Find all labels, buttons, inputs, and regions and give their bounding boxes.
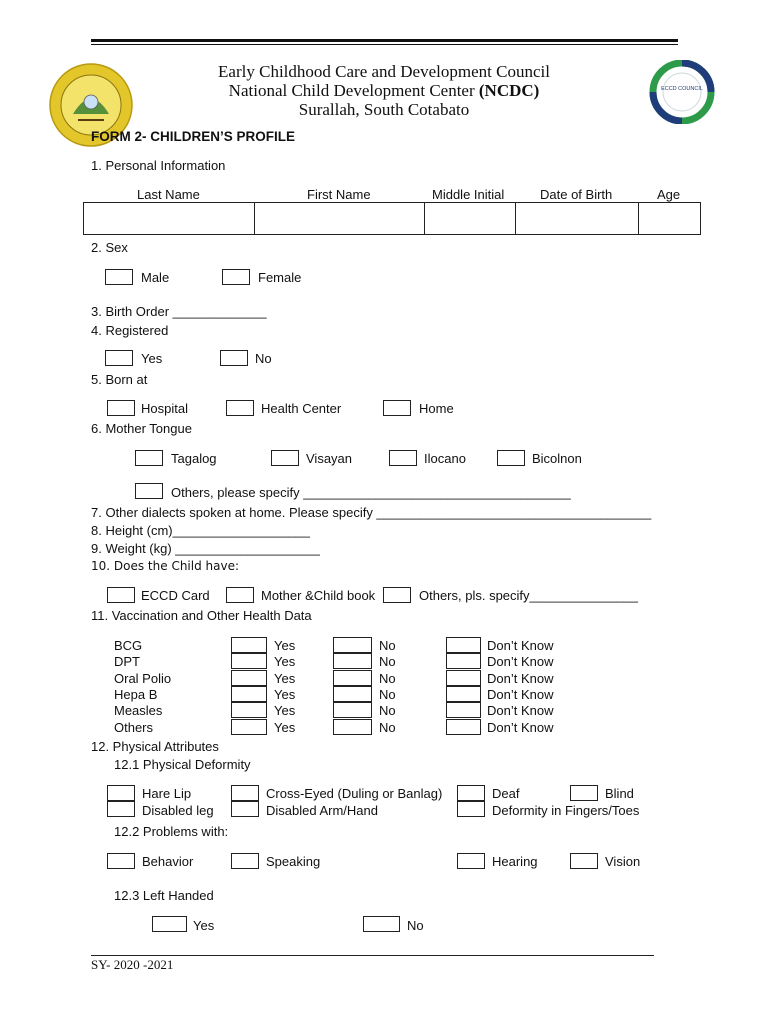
visayan-checkbox[interactable]: [271, 450, 299, 466]
section-weight[interactable]: 9. Weight (kg) ____________________: [91, 541, 320, 556]
health-center-label: Health Center: [261, 401, 342, 416]
vaccine-yes-checkbox-bcg[interactable]: [231, 637, 267, 653]
vision-checkbox[interactable]: [570, 853, 598, 869]
vaccine-dont-know-label: Don’t Know: [487, 703, 554, 719]
subsection-left-handed: 12.3 Left Handed: [114, 888, 214, 903]
vaccine-no-label: No: [379, 686, 396, 702]
mother-child-book-checkbox[interactable]: [226, 587, 254, 603]
home-label: Home: [419, 401, 454, 416]
disabled-arm-checkbox[interactable]: [231, 801, 259, 817]
tagalog-label: Tagalog: [171, 451, 217, 466]
vaccine-no-checkbox-hepa-b[interactable]: [333, 686, 372, 702]
section-vaccination: 11. Vaccination and Other Health Data: [91, 608, 312, 623]
registered-yes-checkbox[interactable]: [105, 350, 133, 366]
section-height[interactable]: 8. Height (cm)___________________: [91, 523, 311, 538]
vaccine-no-checkbox-dpt[interactable]: [333, 653, 372, 669]
male-checkbox[interactable]: [105, 269, 133, 285]
child-has-others-specify[interactable]: Others, pls. specify_______________: [419, 588, 638, 603]
vaccine-no-label: No: [379, 703, 396, 719]
top-rule-thin: [91, 44, 678, 45]
section-child-has: 10. Does the Child have:: [91, 559, 240, 573]
section-other-dialects[interactable]: 7. Other dialects spoken at home. Please specify ______________________________________: [91, 505, 652, 520]
vaccine-dk-checkbox-others[interactable]: [446, 719, 481, 735]
personal-info-table: [83, 202, 701, 235]
middle-initial-cell[interactable]: [425, 203, 516, 234]
vaccine-no-checkbox-oral-polio[interactable]: [333, 670, 372, 686]
col-last-name: Last Name: [137, 187, 200, 202]
disabled-arm-label: Disabled Arm/Hand: [266, 803, 378, 818]
vaccine-name-bcg: BCG: [114, 638, 143, 653]
vaccine-dk-checkbox-oral-polio[interactable]: [446, 670, 481, 686]
vaccine-yes-checkbox-hepa-b[interactable]: [231, 686, 267, 702]
left-handed-yes-label: Yes: [193, 918, 215, 933]
vaccine-name-dpt: DPT: [114, 654, 140, 670]
bicolnon-checkbox[interactable]: [497, 450, 525, 466]
vaccine-name-measles: Measles: [114, 703, 163, 719]
section-sex: 2. Sex: [91, 240, 128, 255]
blind-checkbox[interactable]: [570, 785, 598, 801]
registered-no-label: No: [255, 351, 272, 366]
hospital-checkbox[interactable]: [107, 400, 135, 416]
registered-no-checkbox[interactable]: [220, 350, 248, 366]
location: Surallah, South Cotabato: [298, 100, 470, 119]
deaf-label: Deaf: [492, 786, 520, 801]
vaccine-yes-checkbox-dpt[interactable]: [231, 653, 267, 669]
vaccine-dk-checkbox-hepa-b[interactable]: [446, 686, 481, 702]
hearing-label: Hearing: [492, 854, 538, 869]
vaccine-yes-label: Yes: [274, 670, 296, 686]
ilocano-label: Ilocano: [424, 451, 466, 466]
bicolnon-label: Bicolnon: [532, 451, 582, 466]
left-handed-yes-checkbox[interactable]: [152, 916, 187, 932]
hare-lip-label: Hare Lip: [142, 786, 192, 801]
eccd-card-label: ECCD Card: [141, 588, 210, 603]
vaccine-yes-checkbox-measles[interactable]: [231, 702, 267, 718]
vaccine-yes-checkbox-oral-polio[interactable]: [231, 670, 267, 686]
vaccine-yes-label: Yes: [274, 638, 296, 653]
col-middle-initial: Middle Initial: [432, 187, 505, 202]
female-checkbox[interactable]: [222, 269, 250, 285]
hearing-checkbox[interactable]: [457, 853, 485, 869]
behavior-checkbox[interactable]: [107, 853, 135, 869]
vaccine-yes-label: Yes: [274, 654, 296, 670]
vaccine-name-others: Others: [114, 719, 154, 735]
subsection-problems: 12.2 Problems with:: [114, 824, 229, 839]
deformity-fingers-label: Deformity in Fingers/Toes: [492, 803, 640, 818]
eccd-logo-text: ECCD COUNCIL: [661, 86, 703, 92]
section-mother-tongue: 6. Mother Tongue: [91, 421, 192, 436]
council-name: Early Childhood Care and Development Council: [218, 62, 550, 81]
section-personal-info: 1. Personal Information: [91, 158, 226, 173]
vaccine-yes-checkbox-others[interactable]: [231, 719, 267, 735]
child-has-others-checkbox[interactable]: [383, 587, 411, 603]
cross-eyed-checkbox[interactable]: [231, 785, 259, 801]
male-label: Male: [141, 270, 170, 285]
subsection-physical-deformity: 12.1 Physical Deformity: [114, 757, 251, 772]
speaking-label: Speaking: [266, 854, 321, 869]
col-first-name: First Name: [307, 187, 371, 202]
visayan-label: Visayan: [306, 451, 353, 466]
disabled-leg-label: Disabled leg: [142, 803, 214, 818]
hospital-label: Hospital: [141, 401, 188, 416]
vaccine-dk-checkbox-dpt[interactable]: [446, 653, 481, 669]
first-name-cell[interactable]: [255, 203, 425, 234]
behavior-label: Behavior: [142, 854, 194, 869]
speaking-checkbox[interactable]: [231, 853, 259, 869]
section-registered: 4. Registered: [91, 323, 169, 338]
female-label: Female: [258, 270, 302, 285]
form-title: FORM 2- CHILDREN’S PROFILE: [91, 129, 296, 144]
vaccine-no-checkbox-measles[interactable]: [333, 702, 372, 718]
vaccine-no-label: No: [379, 719, 396, 735]
vaccine-yes-label: Yes: [274, 719, 296, 735]
disabled-leg-checkbox[interactable]: [107, 801, 135, 817]
health-center-checkbox[interactable]: [226, 400, 254, 416]
vaccine-dont-know-label: Don’t Know: [487, 670, 554, 686]
deaf-checkbox[interactable]: [457, 785, 485, 801]
mother-child-book-label: Mother &Child book: [261, 588, 376, 603]
vaccine-name-oral-polio: Oral Polio: [114, 670, 172, 686]
other-tongue-specify[interactable]: Others, please specify _____________________________________: [171, 485, 571, 500]
blind-label: Blind: [605, 786, 634, 801]
other-tongue-checkbox[interactable]: [135, 483, 163, 499]
footer-rule: [91, 955, 654, 956]
tagalog-checkbox[interactable]: [135, 450, 163, 466]
cross-eyed-label: Cross-Eyed (Duling or Banlag): [266, 786, 443, 801]
col-age: Age: [657, 187, 681, 202]
vision-label: Vision: [605, 854, 641, 869]
col-date-of-birth: Date of Birth: [540, 187, 613, 202]
top-rule-thick: [91, 39, 678, 42]
vaccine-dk-checkbox-measles[interactable]: [446, 702, 481, 718]
vaccine-dk-checkbox-bcg[interactable]: [446, 637, 481, 653]
left-handed-no-label: No: [407, 918, 424, 933]
vaccine-no-label: No: [379, 654, 396, 670]
left-handed-no-checkbox[interactable]: [363, 916, 400, 932]
vaccine-dont-know-label: Don’t Know: [487, 654, 554, 670]
last-name-cell[interactable]: [84, 203, 255, 234]
vaccine-dont-know-label: Don’t Know: [487, 686, 554, 702]
section-birth-order: 3. Birth Order _____________: [91, 304, 267, 319]
deformity-fingers-checkbox[interactable]: [457, 801, 485, 817]
vaccine-no-checkbox-others[interactable]: [333, 719, 372, 735]
school-year: SY- 2020 -2021: [91, 957, 174, 972]
age-cell[interactable]: [639, 203, 700, 234]
vaccine-no-label: No: [379, 638, 396, 653]
vaccine-dont-know-label: Don’t Know: [487, 638, 554, 653]
vaccine-no-checkbox-bcg[interactable]: [333, 637, 372, 653]
section-physical-attributes: 12. Physical Attributes: [91, 739, 219, 754]
home-checkbox[interactable]: [383, 400, 411, 416]
vaccine-dont-know-label: Don’t Know: [487, 719, 554, 735]
hare-lip-checkbox[interactable]: [107, 785, 135, 801]
vaccine-name-hepa-b: Hepa B: [114, 686, 158, 702]
vaccine-yes-label: Yes: [274, 686, 296, 702]
date-of-birth-cell[interactable]: [516, 203, 639, 234]
eccd-card-checkbox[interactable]: [107, 587, 135, 603]
center-name: National Child Development Center (NCDC): [228, 81, 540, 100]
registered-yes-label: Yes: [141, 351, 163, 366]
vaccine-no-label: No: [379, 670, 396, 686]
section-born-at: 5. Born at: [91, 372, 148, 387]
vaccine-yes-label: Yes: [274, 703, 296, 719]
ilocano-checkbox[interactable]: [389, 450, 417, 466]
